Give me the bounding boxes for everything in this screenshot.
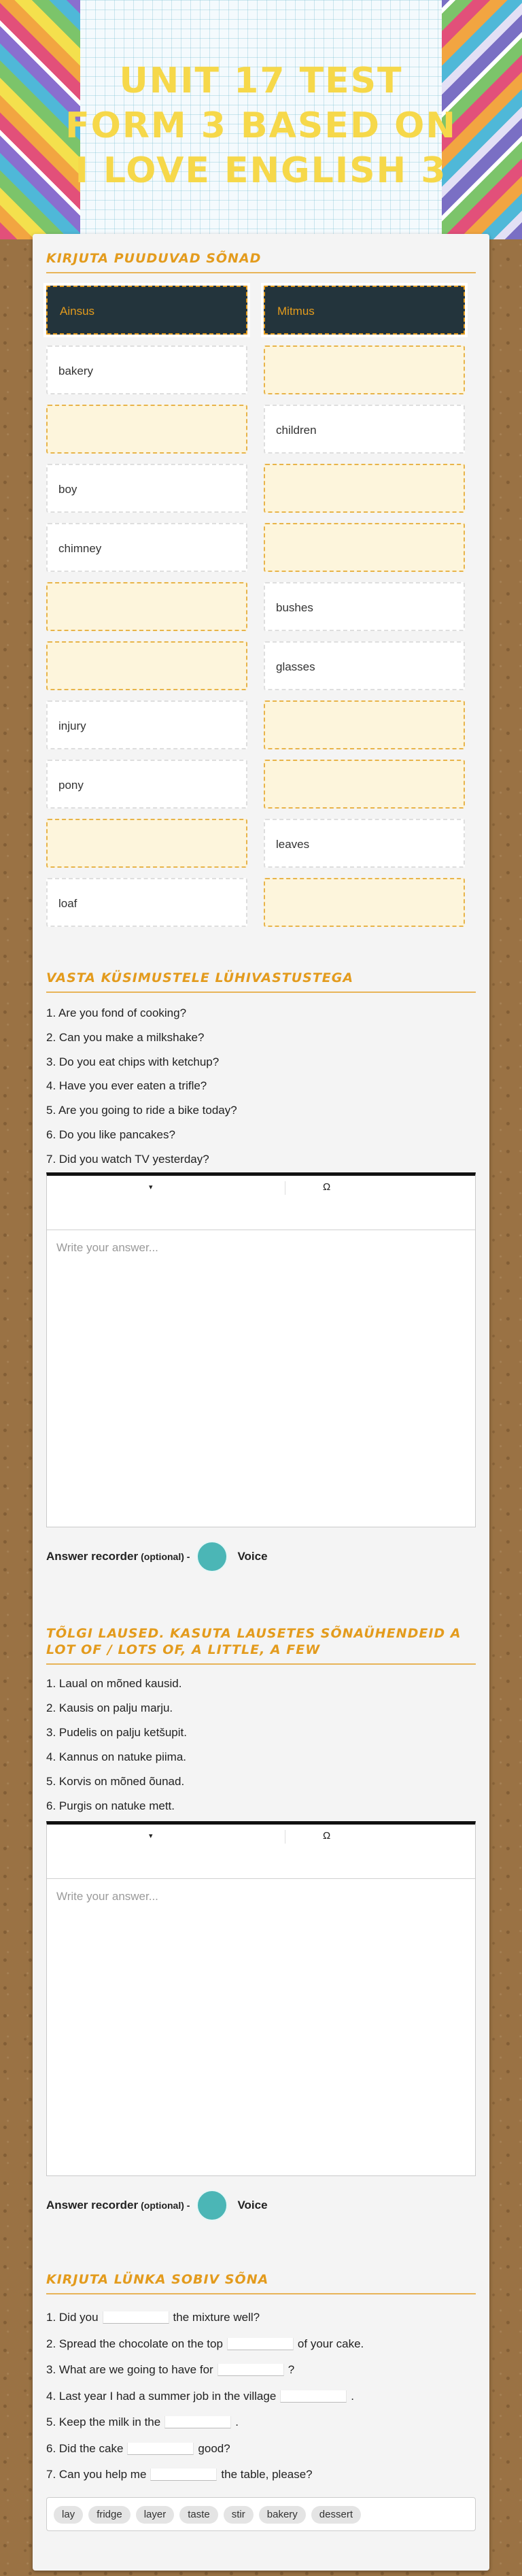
- gap-drop-slot[interactable]: [218, 2364, 284, 2376]
- answer-editor-2: [46, 1821, 476, 2176]
- drop-slot[interactable]: [264, 760, 465, 809]
- word-chip[interactable]: dessert: [311, 2506, 361, 2524]
- gap-text-before: 4. Last year I had a summer job in the village: [46, 2389, 277, 2403]
- drop-slot[interactable]: [264, 523, 465, 572]
- gap-text-before: 7. Can you help me: [46, 2468, 147, 2481]
- section-title-fill-gap: KIRJUTA LÜNKA SOBIV SÕNA: [46, 2271, 476, 2294]
- word-card[interactable]: glasses: [264, 641, 465, 690]
- word-bank: [46, 2497, 476, 2531]
- voice-record-button[interactable]: [196, 2190, 228, 2221]
- column-header-singular: Ainsus: [46, 286, 247, 335]
- word-card[interactable]: children: [264, 405, 465, 454]
- drop-slot[interactable]: [46, 819, 247, 868]
- list-item: 7. Did you watch TV yesterday?: [46, 1152, 209, 1166]
- gap-text-before: 6. Did the cake: [46, 2441, 124, 2455]
- gap-text-before: 2. Spread the chocolate on the top: [46, 2337, 223, 2350]
- word-chip[interactable]: fridge: [88, 2506, 130, 2524]
- list-item: 1. Are you fond of cooking?: [46, 1006, 187, 1019]
- gap-text-after: ?: [288, 2363, 295, 2376]
- voice-label: Voice: [237, 1550, 268, 1563]
- gap-text-after: of your cake.: [297, 2337, 364, 2350]
- answer-editor-1: [46, 1172, 476, 1527]
- answer-input-1[interactable]: [47, 1230, 475, 1525]
- gap-text-after: the table, please?: [221, 2468, 313, 2481]
- drop-slot[interactable]: [264, 878, 465, 927]
- word-card[interactable]: pony: [46, 760, 247, 809]
- list-item: 5. Are you going to ride a bike today?: [46, 1104, 237, 1117]
- gap-fill-item: [46, 2390, 354, 2403]
- gap-text-before: 3. What are we going to have for: [46, 2363, 213, 2376]
- drop-slot[interactable]: [264, 700, 465, 749]
- gap-fill-item: [46, 2363, 294, 2377]
- special-characters-icon[interactable]: Ω: [323, 1181, 331, 1193]
- word-chip[interactable]: layer: [136, 2506, 175, 2524]
- list-item: 4. Kannus on natuke piima.: [46, 1750, 187, 1763]
- word-card[interactable]: leaves: [264, 819, 465, 868]
- drop-slot[interactable]: [46, 582, 247, 631]
- gap-fill-item: [46, 2337, 364, 2351]
- gap-text-before: 5. Keep the milk in the: [46, 2416, 161, 2428]
- word-chip[interactable]: stir: [224, 2506, 254, 2524]
- gap-fill-item: [46, 2442, 230, 2456]
- drop-slot[interactable]: [264, 464, 465, 513]
- word-card[interactable]: injury: [46, 700, 247, 749]
- worksheet-card: [33, 234, 489, 2571]
- gap-text-after: the mixture well?: [173, 2311, 260, 2324]
- word-card[interactable]: bushes: [264, 582, 465, 631]
- word-card[interactable]: bakery: [46, 345, 247, 394]
- list-item: 3. Do you eat chips with ketchup?: [46, 1055, 220, 1068]
- list-item: 1. Laual on mõned kausid.: [46, 1677, 182, 1690]
- gap-text-after: .: [235, 2416, 239, 2428]
- word-card[interactable]: boy: [46, 464, 247, 513]
- word-card[interactable]: loaf: [46, 878, 247, 927]
- drop-slot[interactable]: [46, 405, 247, 454]
- gap-text-after: .: [351, 2389, 355, 2403]
- gap-text-before: 1. Did you: [46, 2311, 99, 2324]
- section-title-translate: TÕLGI LAUSED. KASUTA LAUSETES SÕNAÜHENDEID A LOT OF / LOTS OF, A LITTLE, A FEW: [46, 1625, 476, 1665]
- gap-fill-item: [46, 2416, 239, 2429]
- answer-recorder-1: [46, 1541, 268, 1572]
- column-header-plural: Mitmus: [264, 286, 465, 335]
- recorder-optional: (optional) -: [141, 1551, 190, 1562]
- format-dropdown-icon[interactable]: ▾: [149, 1832, 153, 1840]
- gap-drop-slot[interactable]: [227, 2338, 294, 2350]
- editor-toolbar: [47, 1176, 475, 1230]
- word-chip[interactable]: bakery: [259, 2506, 306, 2524]
- editor-toolbar: [47, 1825, 475, 1879]
- list-item: 5. Korvis on mõned õunad.: [46, 1775, 185, 1788]
- list-item: 6. Purgis on natuke mett.: [46, 1799, 175, 1812]
- gap-drop-slot[interactable]: [280, 2390, 347, 2403]
- page-title: UNIT 17 TEST FORM 3 BASED ON I LOVE ENGLISH 3: [65, 61, 457, 191]
- answer-input-2[interactable]: [47, 1879, 475, 2174]
- recorder-label: Answer recorder: [46, 1550, 139, 1563]
- header-banner: [0, 0, 522, 239]
- voice-record-button[interactable]: [196, 1541, 228, 1572]
- gap-drop-slot[interactable]: [164, 2416, 231, 2428]
- gap-fill-item: [46, 2311, 260, 2324]
- drop-slot[interactable]: [46, 641, 247, 690]
- recorder-label: Answer recorder: [46, 2199, 139, 2211]
- word-chip[interactable]: lay: [54, 2506, 83, 2524]
- gap-drop-slot[interactable]: [103, 2311, 169, 2324]
- gap-drop-slot[interactable]: [150, 2469, 217, 2481]
- gap-fill-item: [46, 2468, 313, 2481]
- section-title-missing-words: KIRJUTA PUUDUVAD SÕNAD: [46, 250, 476, 273]
- word-chip[interactable]: taste: [179, 2506, 218, 2524]
- list-item: 2. Can you make a milkshake?: [46, 1030, 205, 1044]
- voice-label: Voice: [237, 2199, 268, 2211]
- section-title-short-answers: VASTA KÜSIMUSTELE LÜHIVASTUSTEGA: [46, 970, 476, 993]
- list-item: 2. Kausis on palju marju.: [46, 1701, 173, 1714]
- gap-drop-slot[interactable]: [127, 2443, 194, 2455]
- answer-recorder-2: [46, 2190, 268, 2221]
- gap-text-after: good?: [198, 2441, 230, 2455]
- special-characters-icon[interactable]: Ω: [323, 1830, 331, 1842]
- recorder-optional: (optional) -: [141, 2200, 190, 2211]
- list-item: 3. Pudelis on palju ketšupit.: [46, 1726, 187, 1739]
- list-item: 6. Do you like pancakes?: [46, 1128, 175, 1141]
- word-card[interactable]: chimney: [46, 523, 247, 572]
- list-item: 4. Have you ever eaten a trifle?: [46, 1079, 207, 1093]
- drop-slot[interactable]: [264, 345, 465, 394]
- format-dropdown-icon[interactable]: ▾: [149, 1183, 153, 1191]
